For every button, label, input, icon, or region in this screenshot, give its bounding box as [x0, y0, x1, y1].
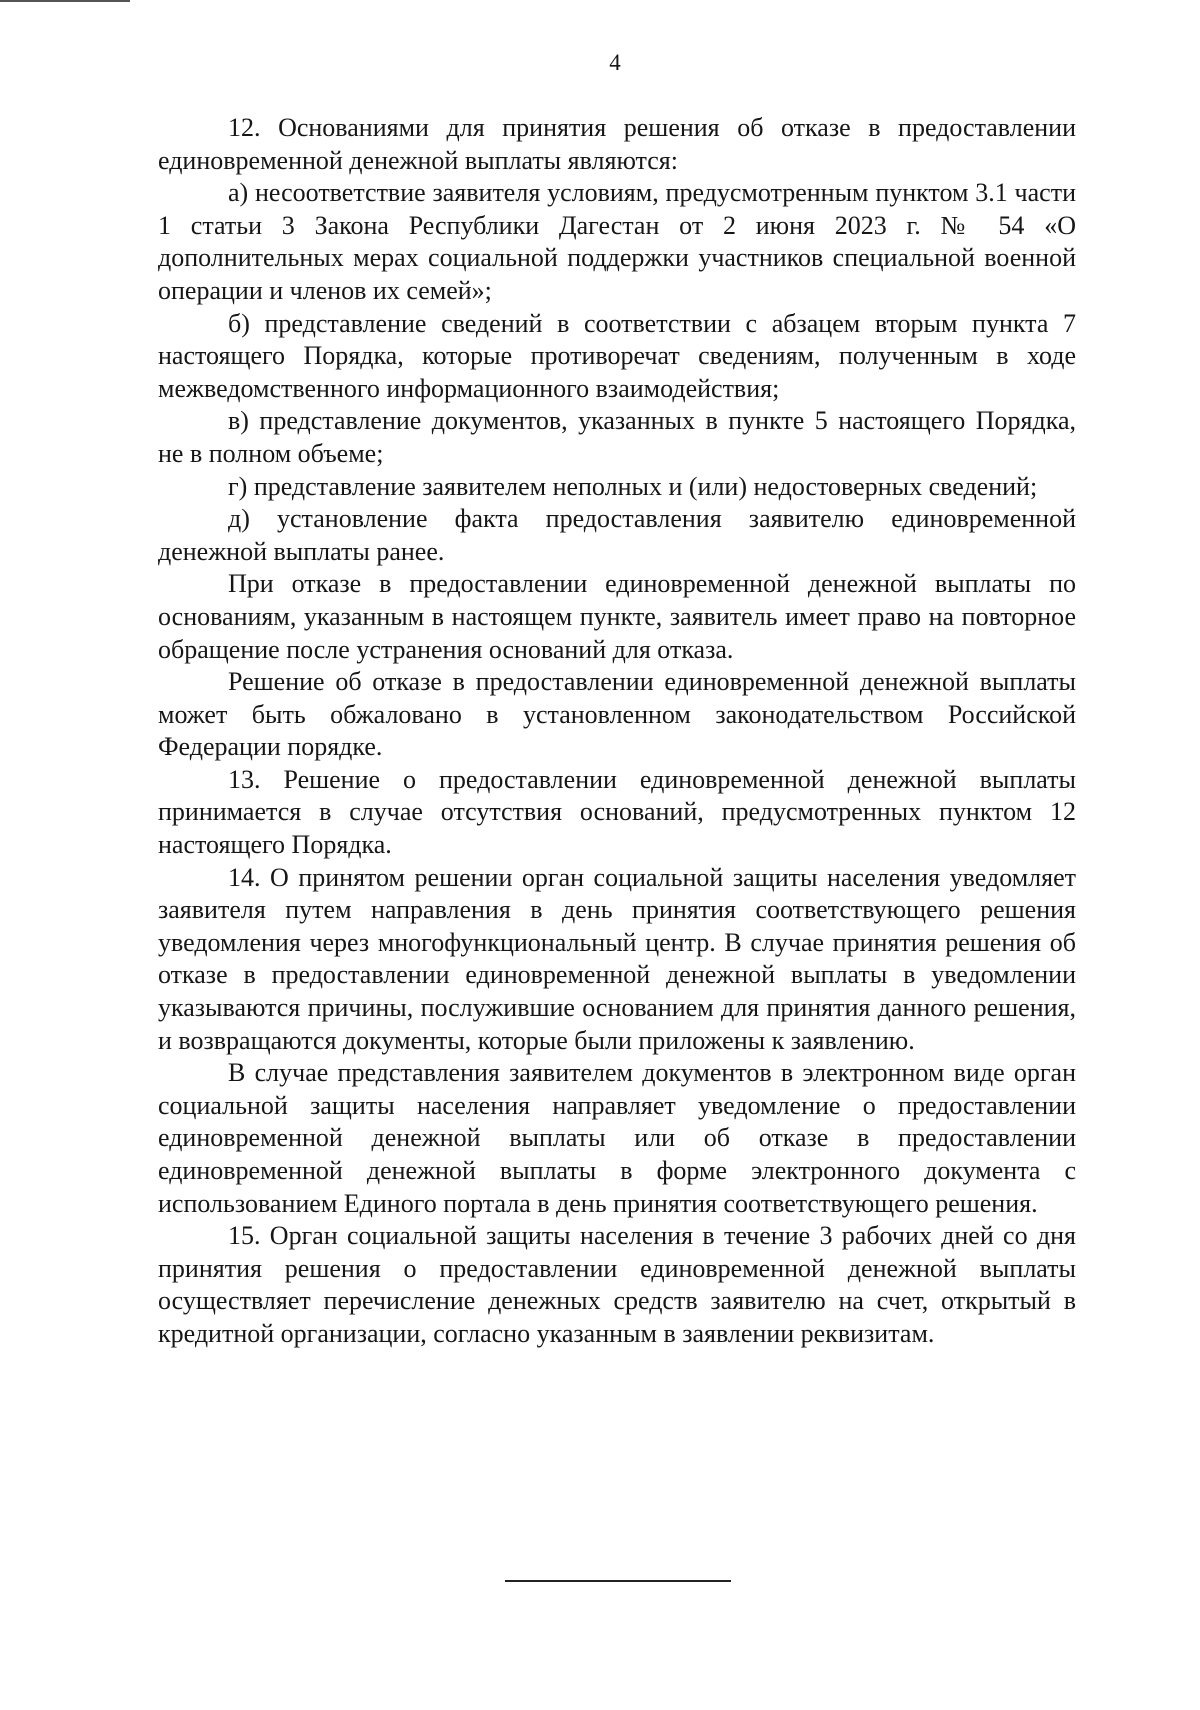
- end-of-text-rule: [505, 1580, 731, 1582]
- paragraph-12-reapply: При отказе в предоставлении единовременной денежной выплаты по основаниям, указанным в настоящем пункте, заявитель имеет право на повторное обращение после устранения оснований для отказа.: [158, 569, 1076, 664]
- paragraph-12-item-b: б) представление сведений в соответствии с абзацем вторым пункта 7 настоящего Порядка, которые противоречат сведениям, полученным в ходе межведомственного информационного взаимодействия;: [158, 308, 1076, 403]
- document-body: [158, 112, 1076, 1351]
- scan-edge-line: [0, 0, 130, 2]
- paragraph-15: 15. Орган социальной защиты населения в течение 3 рабочих дней со дня принятия решения о предоставлении единовременной денежной выплаты осуществляет перечисление денежных средств заявителю на счет, открытый в кредитной организации, согласно указанным в заявлении реквизитам.: [158, 1221, 1076, 1348]
- paragraph-12-item-g: г) представление заявителем неполных и (или) недостоверных сведений;: [228, 471, 1038, 501]
- paragraph-12-item-d: д) установление факта предоставления заявителю единовременной денежной выплаты ранее.: [158, 504, 1076, 566]
- paragraph-13: 13. Решение о предоставлении единовременной денежной выплаты принимается в случае отсутствия оснований, предусмотренных пунктом 12 настоящего Порядка.: [158, 764, 1076, 860]
- paragraph-14-electronic: В случае представления заявителем документов в электронном виде орган социальной защиты населения направляет уведомление о предоставлении единовременной денежной выплаты или об отказе в предоставлении единовременной денежной выплаты в форме электронного документа с использованием Единого портала в день принятия соответствующего решения.: [158, 1058, 1076, 1218]
- page-number: 4: [609, 50, 621, 75]
- paragraph-12-item-a: а) несоответствие заявителя условиям, предусмотренным пунктом 3.1 части 1 статьи 3 Закона Республики Дагестан от 2 июня 2023 г. № 54 «О дополнительных мерах социальной поддержки участников специальной военной операции и членов их семей»;: [158, 178, 1076, 305]
- paragraph-12-intro: 12. Основаниями для принятия решения об отказе в предоставлении единовременной денежной выплаты являются:: [158, 113, 1076, 175]
- paragraph-12-appeal: Решение об отказе в предоставлении единовременной денежной выплаты может быть обжаловано в установленном законодательством Российской Федерации порядке.: [158, 667, 1076, 762]
- paragraph-14: 14. О принятом решении орган социальной защиты населения уведомляет заявителя путем направления в день принятия соответствующего решения уведомления через многофункциональный центр. В случае принятия решения об отказе в предоставлении единовременной денежной выплаты в уведомлении указываются причины, послужившие основанием для принятия данного решения, и возвращаются документы, которые были приложены к заявлению.: [158, 862, 1076, 1055]
- paragraph-12-item-v: в) представление документов, указанных в пункте 5 настоящего Порядка, не в полном объеме;: [158, 406, 1076, 468]
